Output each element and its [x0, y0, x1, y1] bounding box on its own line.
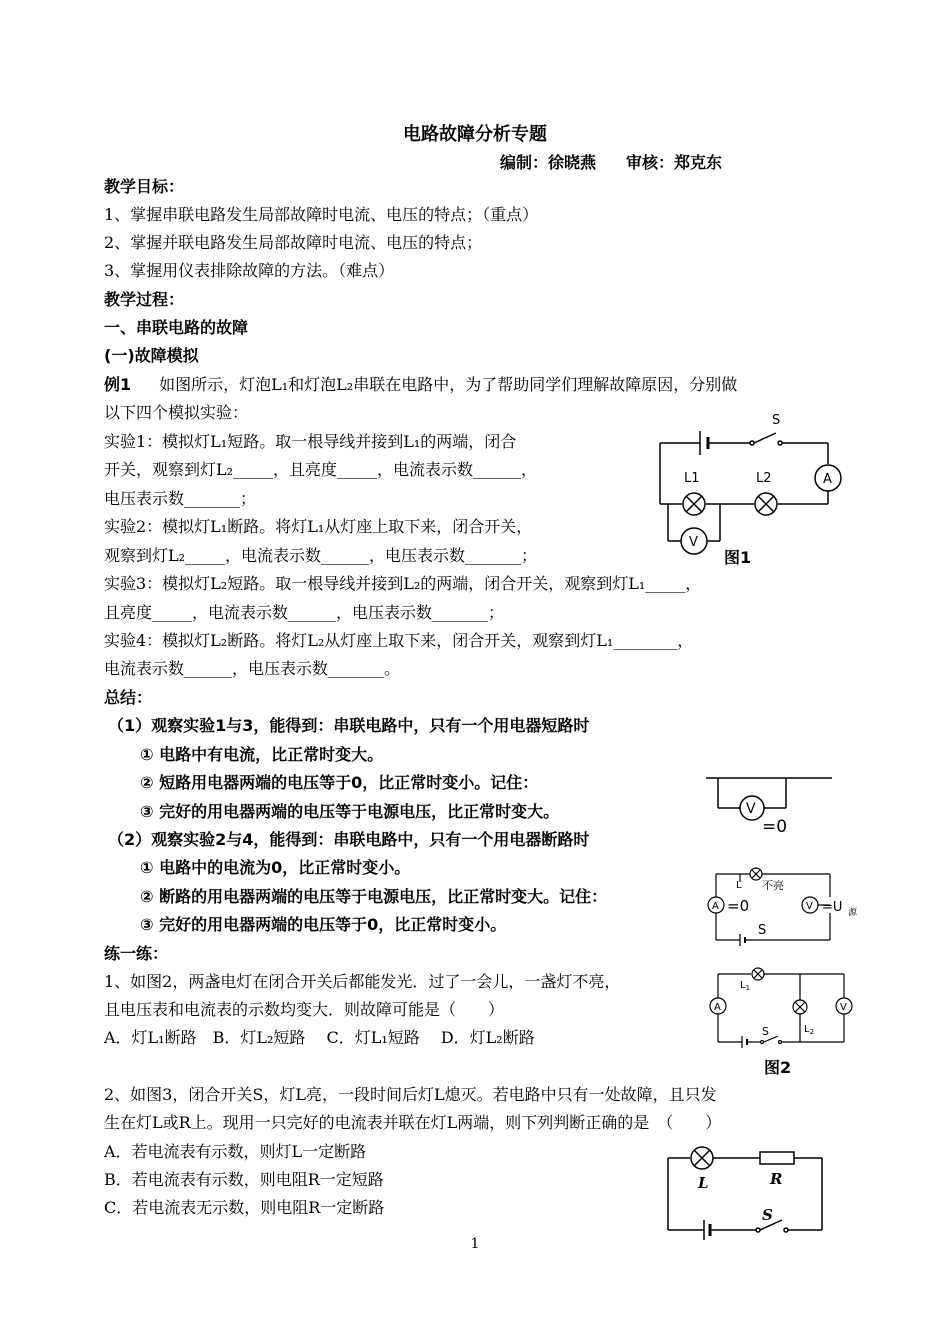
goal-2: 2、掌握并联电路发生局部故障时电流、电压的特点；: [104, 233, 483, 252]
q1-options: A．灯L₁断路 B．灯L₂短路 C．灯L₁短路 D．灯L₂断路: [104, 1028, 535, 1047]
summary-1: （1）观察实验1与3，能得到：串联电路中，只有一个用电器短路时: [108, 716, 590, 735]
short-circuit-figure: [700, 772, 840, 836]
reviewer: 审核：郑克东: [626, 153, 723, 172]
exp1-line1: 实验1：模拟灯L₁短路。取一根导线并接到L₁的两端，闭合: [104, 432, 517, 451]
fig2-ammeter-label: A: [714, 1002, 721, 1013]
summary-2c: ③ 完好的用电器两端的电压等于0，比正常时变小。: [140, 915, 507, 934]
exp3-line1: 实验3：模拟灯L₂短路。取一根导线并接到L₂的两端，闭合开关，观察到灯L₁_____，: [104, 574, 702, 593]
exp4-line1: 实验4：模拟灯L₂断路。将灯L₂从灯座上取下来，闭合开关，观察到灯L₁________，: [104, 631, 694, 650]
q2-option-b: B．若电流表有示数，则电阻R一定短路: [104, 1170, 384, 1189]
exp2-line2: 观察到灯L₂_____，电流表示数______，电压表示数_______；: [104, 546, 538, 565]
q2-option-a: A．若电流表有示数，则灯L一定断路: [104, 1142, 367, 1161]
open-fig-v-reading: =U: [822, 900, 843, 915]
fig3-resistor-label: R: [770, 1170, 783, 1188]
fig2-lamp2-label: [804, 1024, 814, 1036]
fig1-lamp2-label: L2: [756, 471, 772, 486]
figure-3-circuit: [660, 1142, 835, 1240]
fig2-lamp1-letter: L: [740, 980, 746, 991]
open-fig-switch-label: S: [758, 923, 767, 938]
exp3-line2: 且亮度_____，电流表示数______，电压表示数_______；: [104, 603, 505, 622]
fig1-ammeter-label: A: [823, 472, 832, 487]
summary-1b: ② 短路用电器两端的电压等于0，比正常时变小。记住：: [140, 773, 539, 792]
example-label: 例1: [104, 375, 132, 394]
fig3-lamp-label: L: [698, 1174, 709, 1192]
open-fig-lamp-note: 不亮: [762, 879, 784, 892]
exp4-line2: 电流表示数______，电压表示数_______。: [104, 659, 401, 678]
example-1-line: [104, 375, 737, 395]
figure-2-circuit: [702, 962, 862, 1052]
short-fig-meter-label: V: [746, 801, 756, 817]
goals-heading: 教学目标：: [104, 177, 185, 196]
summary-1a: ① 电路中有电流，比正常时变大。: [140, 745, 384, 764]
summary-2: （2）观察实验2与4，能得到：串联电路中，只有一个用电器断路时: [108, 830, 590, 849]
open-fig-a-reading: =0: [727, 897, 750, 915]
open-fig-ammeter-label: A: [712, 901, 719, 912]
summary-heading: 总结：: [104, 688, 153, 707]
q2-option-c: C．若电流表无示数，则电阻R一定断路: [104, 1198, 385, 1217]
summary-1c: ③ 完好的用电器两端的电压等于电源电压，比正常时变大。: [140, 802, 560, 821]
goal-3: 3、掌握用仪表排除故障的方法。（难点）: [104, 261, 395, 280]
q1-line1: 1、如图2，两盏电灯在闭合开关后都能发光．过了一会儿，一盏灯不亮，: [104, 972, 621, 991]
open-circuit-figure: [700, 862, 860, 948]
editor: 编制：徐晓燕: [500, 153, 597, 172]
fig2-lamp2-sub: 2: [809, 1028, 815, 1036]
q2-line2: 生在灯L或R上。现用一只完好的电流表并联在灯L两端，则下列判断正确的是 （ ）: [104, 1113, 722, 1132]
page-title: 电路故障分析专题: [403, 124, 547, 145]
fig3-switch-label: S: [762, 1206, 773, 1224]
fig1-voltmeter-label: V: [689, 535, 698, 550]
figure-1-caption: 图1: [724, 548, 752, 567]
goal-1: 1、掌握串联电路发生局部故障时电流、电压的特点；（重点）: [104, 205, 539, 224]
open-fig-v-subscript: 源: [848, 908, 858, 918]
q2-line1: 2、如图3，闭合开关S，灯L亮，一段时间后灯L熄灭。若电路中只有一处故障，且只发: [104, 1085, 717, 1104]
subsection-heading: (一)故障模拟: [104, 346, 199, 365]
process-heading: 教学过程：: [104, 290, 185, 309]
example-text: 如图所示，灯泡L₁和灯泡L₂串联在电路中，为了帮助同学们理解故障原因，分别做: [159, 375, 738, 394]
byline: [500, 150, 722, 173]
fig2-switch-label: S: [762, 1025, 769, 1038]
figure-2-caption: 图2: [764, 1058, 792, 1077]
practice-heading: 练一练：: [104, 944, 169, 963]
figure-1-circuit: [650, 408, 855, 558]
section-heading: 一、串联电路的故障: [104, 318, 249, 337]
open-fig-lamp-label: L: [736, 880, 742, 891]
fig2-voltmeter-label: V: [840, 1002, 847, 1013]
exp1-line2: 开关，观察到灯L₂_____，且亮度_____，电流表示数______，: [104, 460, 538, 479]
fig1-lamp1-label: L1: [684, 471, 700, 486]
q1-line2: 且电压表和电流表的示数均变大．则故障可能是（ ）: [104, 1000, 505, 1019]
example-1-cont: 以下四个模拟实验：: [104, 403, 249, 422]
exp1-line3: 电压表示数_______；: [104, 489, 257, 508]
summary-2b: ② 断路的用电器两端的电压等于电源电压，比正常时变大。记住：: [140, 887, 608, 906]
summary-2a: ① 电路中的电流为0，比正常时变小。: [140, 858, 411, 877]
short-fig-reading: =0: [762, 817, 788, 836]
exp2-line1: 实验2：模拟灯L₁断路。将灯L₁从灯座上取下来，闭合开关，: [104, 517, 533, 536]
fig2-lamp1-sub: 1: [745, 984, 751, 992]
open-fig-voltmeter-label: V: [806, 901, 813, 912]
fig2-lamp2-letter: L: [804, 1024, 810, 1035]
page-number: 1: [470, 1236, 480, 1252]
fig1-switch-label: S: [772, 413, 781, 428]
fig2-lamp1-label: [740, 980, 750, 992]
